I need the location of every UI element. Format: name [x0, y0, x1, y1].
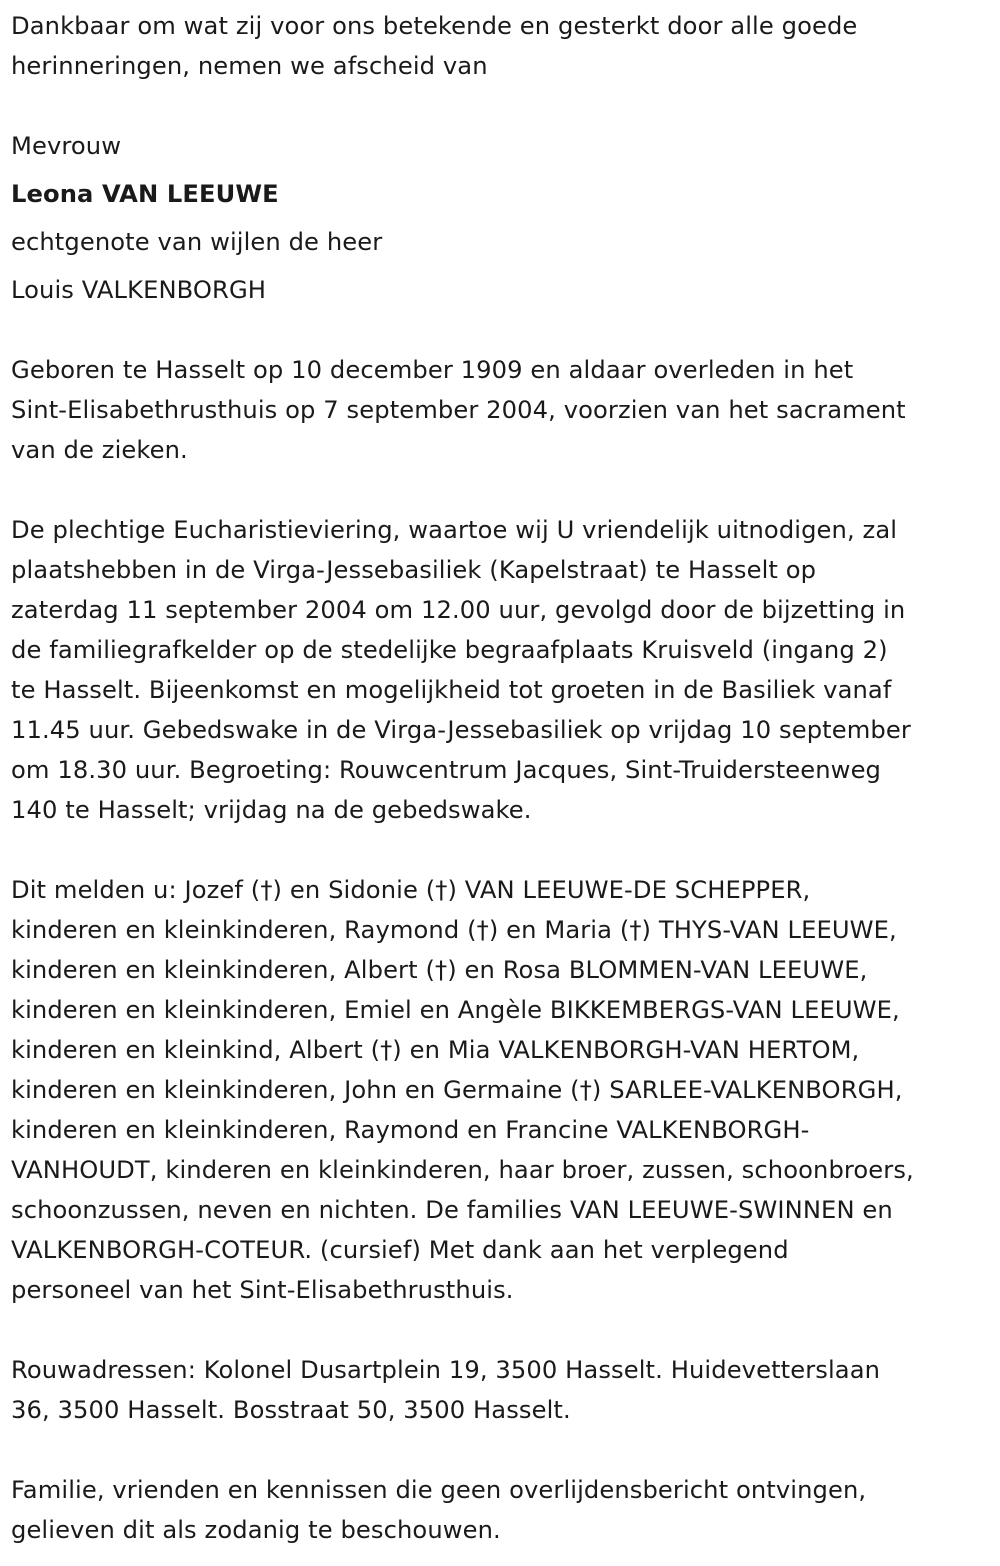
closing-paragraph [11, 1470, 990, 1550]
birth-death-line-1: Geboren te Hasselt op 10 december 1909 en aldaar overleden in het [11, 356, 854, 384]
family-line: kinderen en kleinkinderen, Emiel en Angèle BIKKEMBERGS-VAN LEEUWE, [11, 996, 900, 1024]
closing-line-2: gelieven dit als zodanig te beschouwen. [11, 1516, 501, 1544]
family-line: Dit melden u: Jozef (†) en Sidonie (†) VAN LEEUWE-DE SCHEPPER, [11, 876, 811, 904]
ceremony-line: plaatshebben in de Virga-Jessebasiliek (Kapelstraat) te Hasselt op [11, 556, 817, 584]
ceremony-line: de familiegrafkelder op de stedelijke begraafplaats Kruisveld (ingang 2) [11, 636, 888, 664]
family-paragraph [11, 870, 990, 1310]
deceased-block [11, 126, 990, 310]
addresses-line-1: Rouwadressen: Kolonel Dusartplein 19, 3500 Hasselt. Huidevetterslaan [11, 1356, 881, 1384]
birth-death-line-3: van de zieken. [11, 436, 188, 464]
family-line: schoonzussen, neven en nichten. De families VAN LEEUWE-SWINNEN en [11, 1196, 893, 1224]
ceremony-line: om 18.30 uur. Begroeting: Rouwcentrum Jacques, Sint-Truidersteenweg [11, 756, 882, 784]
addresses-line-2: 36, 3500 Hasselt. Bosstraat 50, 3500 Hasselt. [11, 1396, 571, 1424]
intro-line-2: herinneringen, nemen we afscheid van [11, 52, 488, 80]
closing-line-1: Familie, vrienden en kennissen die geen overlijdensbericht ontvingen, [11, 1476, 867, 1504]
ceremony-line: De plechtige Eucharistieviering, waartoe wij U vriendelijk uitnodigen, zal [11, 516, 898, 544]
birth-death-paragraph [11, 350, 990, 470]
intro-line-1: Dankbaar om wat zij voor ons betekende en gesterkt door alle goede [11, 12, 858, 40]
ceremony-paragraph [11, 510, 990, 830]
birth-death-line-2: Sint-Elisabethrusthuis op 7 september 2004, voorzien van het sacrament [11, 396, 906, 424]
ceremony-line: zaterdag 11 september 2004 om 12.00 uur, gevolgd door de bijzetting in [11, 596, 906, 624]
deceased-spouse: Louis VALKENBORGH [11, 276, 267, 304]
family-line: kinderen en kleinkind, Albert (†) en Mia VALKENBORGH-VAN HERTOM, [11, 1036, 860, 1064]
family-line: kinderen en kleinkinderen, Raymond (†) en Maria (†) THYS-VAN LEEUWE, [11, 916, 897, 944]
family-line: personeel van het Sint-Elisabethrusthuis. [11, 1276, 514, 1304]
family-line: kinderen en kleinkinderen, Raymond en Francine VALKENBORGH- [11, 1116, 810, 1144]
intro-paragraph [11, 6, 990, 86]
deceased-relation: echtgenote van wijlen de heer [11, 228, 383, 256]
family-line: VALKENBORGH-COTEUR. (cursief) Met dank aan het verplegend [11, 1236, 789, 1264]
deceased-name: Leona VAN LEEUWE [11, 180, 279, 208]
family-line: kinderen en kleinkinderen, John en Germaine (†) SARLEE-VALKENBORGH, [11, 1076, 903, 1104]
ceremony-line: 140 te Hasselt; vrijdag na de gebedswake. [11, 796, 532, 824]
deceased-title: Mevrouw [11, 132, 122, 160]
addresses-paragraph [11, 1350, 990, 1430]
ceremony-line: te Hasselt. Bijeenkomst en mogelijkheid tot groeten in de Basiliek vanaf [11, 676, 892, 704]
family-line: kinderen en kleinkinderen, Albert (†) en Rosa BLOMMEN-VAN LEEUWE, [11, 956, 868, 984]
family-line: VANHOUDT, kinderen en kleinkinderen, haar broer, zussen, schoonbroers, [11, 1156, 914, 1184]
ceremony-line: 11.45 uur. Gebedswake in de Virga-Jessebasiliek op vrijdag 10 september [11, 716, 911, 744]
